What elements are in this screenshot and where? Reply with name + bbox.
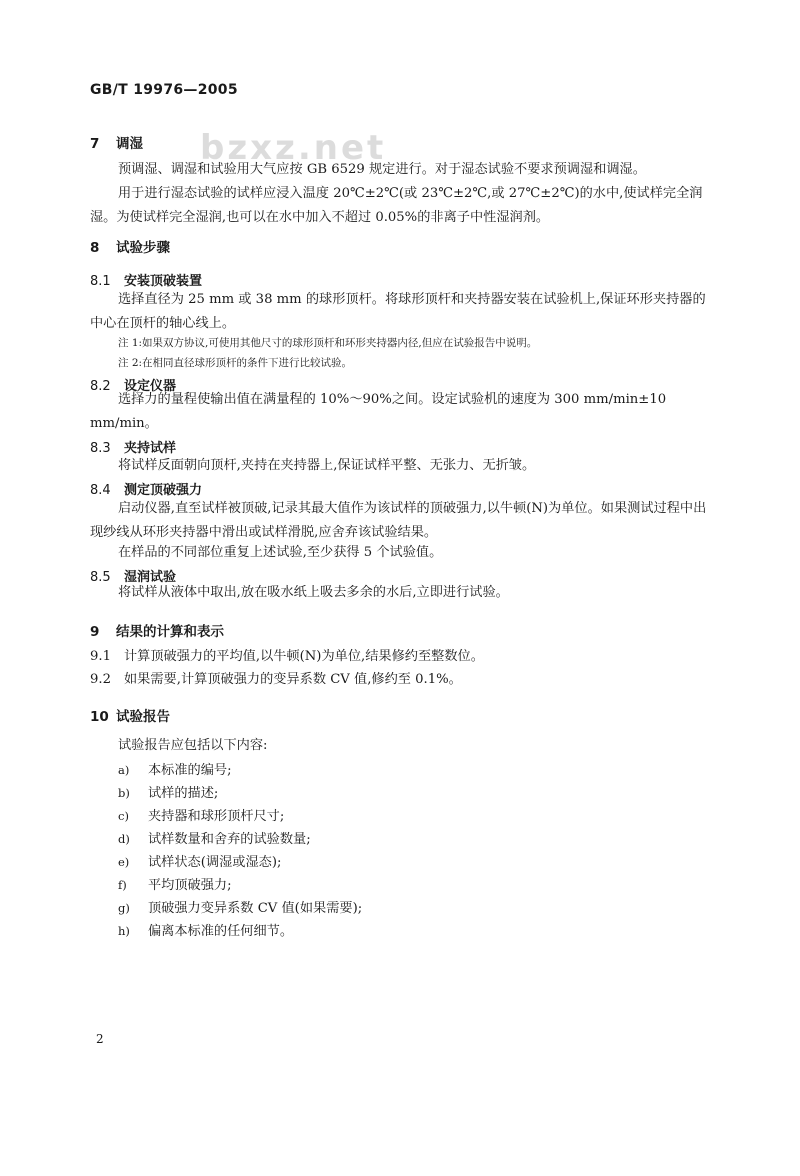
- page-number: 2: [96, 1032, 104, 1046]
- section-title: 试验步骤: [116, 240, 170, 256]
- subsection-title: 夹持试样: [124, 441, 177, 456]
- report-intro: 试验报告应包括以下内容:: [118, 738, 268, 753]
- list-marker: b): [118, 786, 130, 800]
- sec8-5-paragraph: 将试样从液体中取出,放在吸水纸上吸去多余的水后,立即进行试验。: [118, 585, 509, 600]
- section-title: 结果的计算和表示: [116, 624, 224, 640]
- sec7-paragraph-1: 预调湿、调湿和试验用大气应按 GB 6529 规定进行。对于湿态试验不要求预调湿和调湿。: [118, 162, 646, 177]
- list-text: 本标准的编号;: [148, 763, 232, 778]
- sec8-2-paragraph: 选择力的量程使输出值在满量程的 10%～90%之间。设定试验机的速度为 300 mm/min±10 mm/min。: [90, 392, 667, 431]
- list-item: [118, 874, 232, 893]
- standard-code: GB/T 19976—2005: [90, 82, 238, 98]
- clause-text: 计算顶破强力的平均值,以牛顿(N)为单位,结果修约至整数位。: [124, 649, 484, 664]
- section-number: 7: [90, 136, 100, 152]
- clause-9-1: [90, 645, 715, 669]
- subsection-number: 8.1: [90, 274, 111, 289]
- sec8-1-paragraph: 选择直径为 25 mm 或 38 mm 的球形顶杆。将球形顶杆和夹持器安装在试验机上,保证环形夹持器的中心在顶杆的轴心线上。: [90, 292, 706, 331]
- subsection-title: 设定仪器: [124, 379, 177, 394]
- list-marker: h): [118, 924, 130, 938]
- list-text: 试样状态(调湿或湿态);: [148, 855, 282, 870]
- clause-text: 如果需要,计算顶破强力的变异系数 CV 值,修约至 0.1%。: [124, 672, 462, 687]
- list-item: [118, 920, 293, 939]
- section-number: 8: [90, 240, 100, 256]
- clause-number: 9.1: [90, 649, 111, 664]
- list-marker: f): [118, 878, 127, 892]
- subsection-number: 8.2: [90, 379, 111, 394]
- list-item: [118, 759, 232, 778]
- list-text: 偏离本标准的任何细节。: [148, 924, 294, 939]
- list-item: [118, 897, 362, 916]
- list-item: [118, 828, 311, 847]
- subsection-title: 测定顶破强力: [124, 483, 203, 498]
- section-title: 调湿: [116, 136, 143, 152]
- section-title: 试验报告: [116, 709, 170, 725]
- note-1: 注 1:如果双方协议,可使用其他尺寸的球形顶杆和环形夹持器内径,但应在试验报告中说明。: [118, 337, 538, 349]
- sec7-paragraph-2: 用于进行湿态试验的试样应浸入温度 20℃±2℃(或 23℃±2℃,或 27℃±2℃)的水中,使试样完全润湿。为使试样完全湿润,也可以在水中加入不超过 0.05%的非离子中性湿润剂。: [90, 186, 703, 225]
- section-7-heading: [90, 132, 143, 152]
- list-text: 夹持器和球形顶杆尺寸;: [148, 809, 285, 824]
- list-marker: a): [118, 763, 130, 777]
- sec8-4-paragraph-2: 在样品的不同部位重复上述试验,至少获得 5 个试验值。: [118, 545, 443, 560]
- list-marker: g): [118, 901, 130, 915]
- subsection-number: 8.3: [90, 441, 111, 456]
- subsection-title: 湿润试验: [124, 570, 177, 585]
- list-text: 顶破强力变异系数 CV 值(如果需要);: [148, 901, 363, 916]
- section-number: 10: [90, 709, 109, 725]
- list-marker: c): [118, 809, 129, 823]
- watermark: bzxz.net: [200, 128, 387, 168]
- subsection-title: 安装顶破装置: [124, 274, 203, 289]
- list-item: [118, 851, 281, 870]
- subsection-number: 8.4: [90, 483, 111, 498]
- section-8-heading: [90, 236, 170, 256]
- subsection-8-4-heading: [90, 479, 202, 498]
- note-2: 注 2:在相同直径球形顶杆的条件下进行比较试验。: [118, 357, 353, 369]
- list-text: 试样的描述;: [148, 786, 219, 801]
- clause-number: 9.2: [90, 672, 111, 687]
- list-item: [118, 782, 218, 801]
- subsection-8-1-heading: [90, 270, 202, 289]
- clause-9-2: [90, 668, 715, 692]
- list-marker: d): [118, 832, 130, 846]
- sec8-4-paragraph-1: 启动仪器,直至试样被顶破,记录其最大值作为该试样的顶破强力,以牛顿(N)为单位。如果测试过程中出现纱线从环形夹持器中滑出或试样滑脱,应舍弃该试验结果。: [90, 501, 707, 540]
- list-text: 试样数量和舍弃的试验数量;: [148, 832, 311, 847]
- sec8-3-paragraph: 将试样反面朝向顶杆,夹持在夹持器上,保证试样平整、无张力、无折皱。: [118, 458, 536, 473]
- section-9-heading: [90, 620, 224, 640]
- subsection-number: 8.5: [90, 570, 111, 585]
- list-text: 平均顶破强力;: [148, 878, 232, 893]
- section-number: 9: [90, 624, 100, 640]
- list-marker: e): [118, 855, 130, 869]
- list-item: [118, 805, 284, 824]
- section-10-heading: [90, 705, 170, 725]
